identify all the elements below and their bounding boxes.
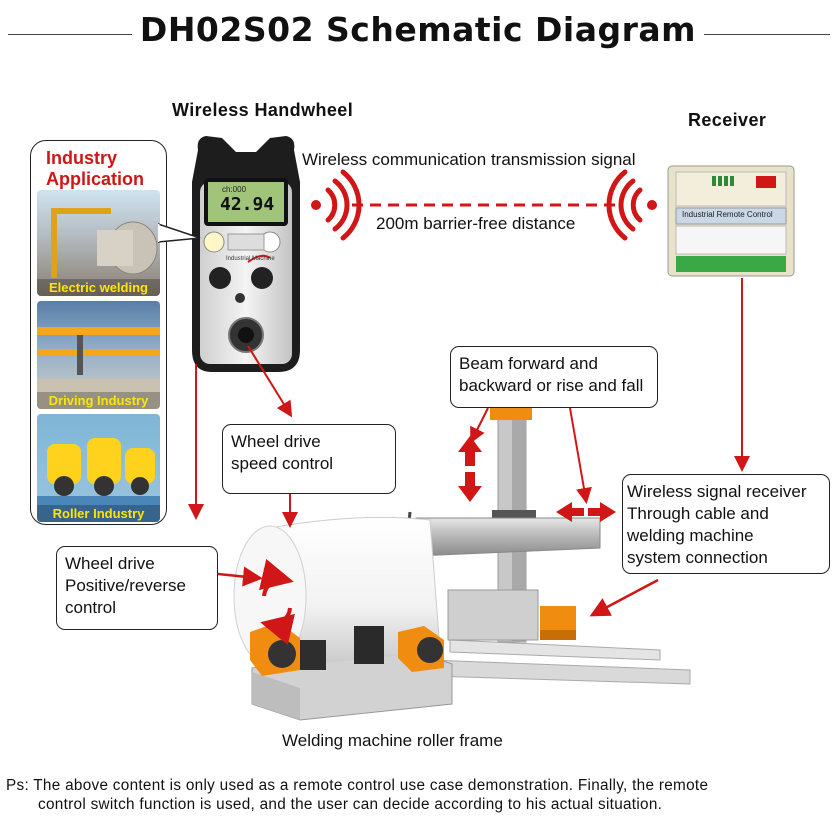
handwheel-brand-text: Industrial Machine <box>226 256 275 262</box>
handwheel-display-value: 42.94 <box>220 194 275 215</box>
callout-line: control <box>65 598 117 617</box>
industry-image-electric-welding <box>37 190 160 296</box>
wheel-speed-callout <box>222 424 396 494</box>
machine-caption: Welding machine roller frame <box>282 731 503 750</box>
page-title: DH02S02 Schematic Diagram <box>0 10 836 49</box>
industry-image-roller <box>37 414 160 522</box>
callout-line: Wheel drive <box>65 554 155 573</box>
receiver-device-label: Industrial Remote Control <box>682 210 773 219</box>
signal-wave-right <box>609 172 657 238</box>
handwheel-device <box>192 136 300 372</box>
callout-line: Positive/reverse <box>65 576 186 595</box>
callout-line: speed control <box>231 454 334 473</box>
industry-title-line1: Industry <box>46 148 118 168</box>
wheel-direction-callout <box>56 546 218 630</box>
footnote-line2: control switch function is used, and the user can decide according to his actual situation. <box>38 796 663 813</box>
callout-line: Wireless signal receiver <box>627 482 807 501</box>
callout-line: system connection <box>627 548 768 567</box>
up-down-arrow-icon <box>458 436 482 502</box>
callout-line: welding machine <box>627 526 754 545</box>
signal-wave-left <box>311 172 359 238</box>
transmission-label: Wireless communication transmission signal <box>302 150 636 169</box>
footnote <box>6 776 832 814</box>
footnote-line1: Ps: The above content is only used as a remote control use case demonstration. Finally, the remote <box>6 777 709 794</box>
industry-application-title <box>46 148 144 190</box>
industry-item-label: Driving Industry <box>37 392 160 409</box>
receiver-connection-callout <box>622 474 830 574</box>
receiver-heading: Receiver <box>688 110 767 130</box>
distance-label: 200m barrier-free distance <box>376 214 576 233</box>
callout-line: Through cable and <box>627 504 769 523</box>
industry-item-label: Roller Industry <box>37 505 160 522</box>
handwheel-display-line: ch:000 <box>222 185 247 194</box>
callout-line: Beam forward and <box>459 354 598 373</box>
industry-image-driving <box>37 301 160 409</box>
callout-line: backward or rise and fall <box>459 376 644 395</box>
roller-frame <box>234 517 452 720</box>
receiver-device <box>668 166 794 276</box>
beam-callout <box>450 346 658 408</box>
industry-item-label: Electric welding <box>37 279 160 296</box>
handwheel-heading: Wireless Handwheel <box>172 100 354 120</box>
callout-line: Wheel drive <box>231 432 321 451</box>
industry-title-line2: Application <box>46 169 144 189</box>
panel-pointer <box>158 218 208 248</box>
